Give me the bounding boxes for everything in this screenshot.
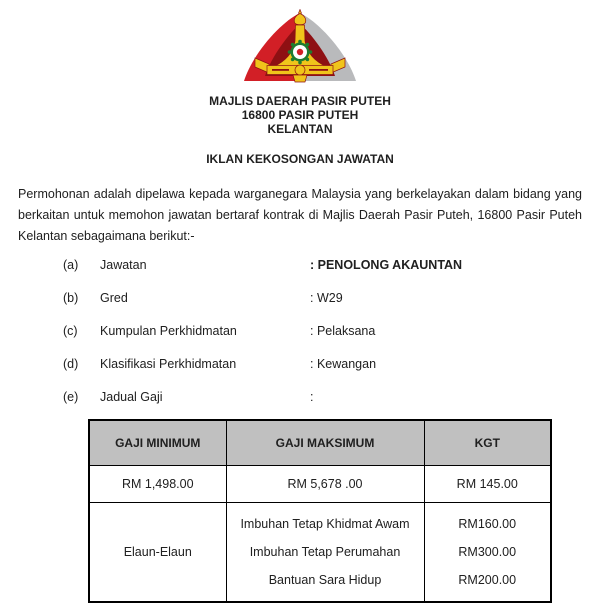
detail-value: : W29 [310,290,343,305]
allowance-name: Imbuhan Tetap Khidmat Awam [240,517,410,531]
salary-table [88,419,552,603]
salary-table-header-row [89,420,551,466]
gaji-maksimum-value: RM 5,678 .00 [226,466,424,503]
council-crest-icon [243,9,357,87]
detail-row-klasifikasi [0,353,600,374]
page-title: IKLAN KEKOSONGAN JAWATAN [206,152,394,166]
gaji-minimum-value: RM 1,498.00 [89,466,226,503]
detail-label: Klasifikasi Perkhidmatan [100,356,237,371]
detail-value: : Pelaksana [310,323,376,338]
job-detail-list [0,254,600,407]
letterhead [0,94,600,136]
allowance-name: Bantuan Sara Hidup [268,573,382,587]
detail-label: Jadual Gaji [100,389,163,404]
kgt-value: RM 145.00 [424,466,551,503]
allowance-amount: RM160.00 [458,517,517,531]
detail-label: Jawatan [100,257,147,272]
detail-value: : [310,389,314,404]
allowance-names-cell [226,503,424,603]
allowance-amount: RM300.00 [458,545,517,559]
detail-row-jadual-gaji [0,386,600,407]
detail-letter: (e) [63,389,79,404]
organization-logo [0,0,600,87]
org-postcode: 16800 PASIR PUTEH [241,108,359,122]
detail-letter: (b) [63,290,79,305]
column-header-kgt: KGT [424,420,551,466]
allowance-amounts-cell [424,503,551,603]
allowance-label: Elaun-Elaun [89,503,226,603]
column-header-gaji-minimum: GAJI MINIMUM [89,420,226,466]
detail-letter: (a) [63,257,79,272]
allowance-row [89,503,551,603]
intro-paragraph: Permohonan adalah dipelawa kepada warganegara Malaysia yang berkelayakan dalam bidang yang berkaitan untuk memohon jawatan bertaraf kontrak di Majlis Daerah Pasir Puteh, 16800 Pasir Puteh Kelantan sebagaimana berikut:- [18,187,582,243]
column-header-gaji-maksimum: GAJI MAKSIMUM [226,420,424,466]
detail-row-gred [0,287,600,308]
detail-label: Kumpulan Perkhidmatan [100,323,237,338]
org-name: MAJLIS DAERAH PASIR PUTEH [209,94,391,108]
detail-label: Gred [100,290,128,305]
detail-letter: (d) [63,356,79,371]
detail-value: : PENOLONG AKAUNTAN [310,257,463,272]
allowance-name: Imbuhan Tetap Perumahan [249,545,401,559]
detail-row-jawatan [0,254,600,275]
detail-letter: (c) [63,323,78,338]
detail-value: : Kewangan [310,356,377,371]
detail-row-kumpulan [0,320,600,341]
base-salary-row [89,466,551,503]
allowance-amount: RM200.00 [458,573,517,587]
org-state: KELANTAN [267,122,333,136]
